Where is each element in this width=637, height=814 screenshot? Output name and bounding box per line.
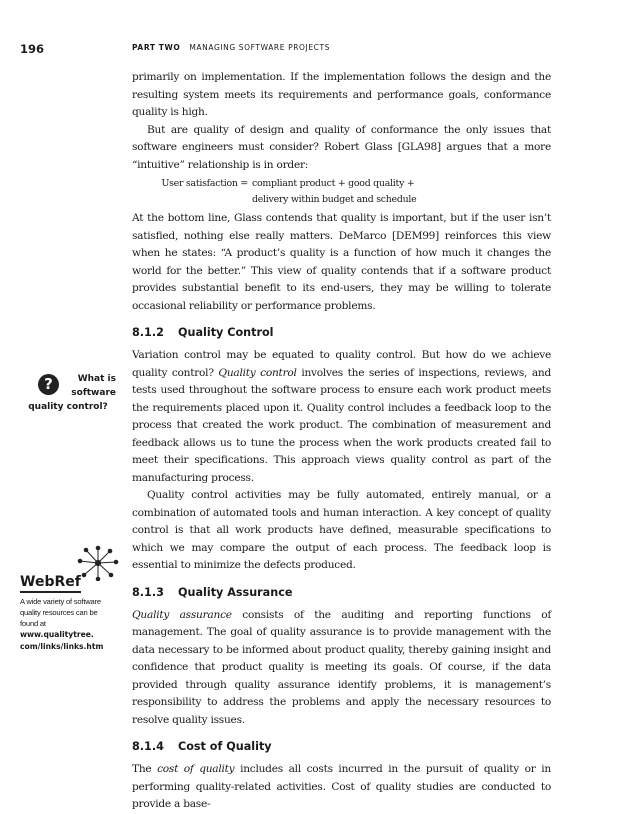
part-label: PART TWO <box>132 43 181 52</box>
running-head <box>132 43 330 52</box>
equation-rhs-line-2: delivery within budget and schedule <box>252 194 417 205</box>
quality-control-paragraph-1: Variation control may be equated to quality control. But how do we achieve quality control? Quality control involves the series of inspections, reviews, and tests used throughout the software process to ensure each work product meets the requirements placed upon it. Quality control includes a feedback loop to the process that created the work product. The combination of measurement and feedback allows us to tune the process when the work products created fail to meet their specifications. This approach views quality control as part of the manufacturing process. <box>132 349 551 484</box>
glass-demarco-paragraph: At the bottom line, Glass contends that quality is important, but if the user isn’t satisfied, nothing else really matters. DeMarco [DEM99] reinforces this view when he states: “A product’s quality is a function of how much it changes the world for the better.” This view of quality contends that if a software product provides substantial benefit to its end-users, they may be willing to tolerate occasional reliability or performance problems. <box>132 212 551 312</box>
defined-term: Quality control <box>218 366 297 379</box>
quality-control-paragraph-2: Quality control activities may be fully automated, entirely manual, or a combination of automated tools and human interaction. A key concept of quality control is that all work products have defined, measurable specifications to which we may compare the output of each process. The feedback loop is essential to minimize the defects produced. <box>132 489 551 571</box>
margin-question-text: What is software <box>71 374 116 398</box>
network-burst-icon <box>76 545 120 581</box>
intro-paragraph-1: primarily on implementation. If the implementation follows the design and the resulting system meets its requirements and performance goals, conformance quality is high. <box>132 71 551 118</box>
section-title: Cost of Quality <box>178 740 272 753</box>
defined-term: Quality assurance <box>132 608 232 621</box>
cost-of-quality-paragraph: The cost of quality includes all costs incurred in the pursuit of quality or in performing quality-related activities. Cost of quality studies are conducted to provide a base- <box>132 763 551 810</box>
equation-rhs-line-1: compliant product + good quality + <box>252 178 415 189</box>
section-number: 8.1.3 <box>132 585 164 599</box>
main-text-column <box>132 69 551 814</box>
section-heading-quality-assurance <box>132 585 551 601</box>
section-number: 8.1.4 <box>132 740 164 753</box>
margin-question-text-last: quality control? <box>28 402 108 412</box>
section-title: Quality Control <box>178 326 274 339</box>
webref-label: WebRef <box>20 574 81 593</box>
defined-term: cost of quality <box>157 763 235 775</box>
margin-question <box>20 372 116 414</box>
satisfaction-equation <box>132 176 551 208</box>
quality-assurance-paragraph: Quality assurance consists of the auditing and reporting functions of management. The goal of quality assurance is to provide management with the data necessary to be informed about product quality, thereby gaining insight and confidence that product quality is meeting its goals. Of course, if the data provided through quality assurance identify problems, it is management’s responsibility to address the problems and apply the necessary resources to resolve quality issues. <box>132 608 551 726</box>
equation-lhs: User satisfaction = <box>161 178 248 189</box>
webref-url[interactable]: www.qualitytree. com/links/links.htm <box>20 630 104 651</box>
page-number: 196 <box>20 42 45 56</box>
section-number: 8.1.2 <box>132 326 164 339</box>
question-mark-icon: ? <box>38 374 59 395</box>
chapter-title: MANAGING SOFTWARE PROJECTS <box>189 43 331 52</box>
section-title: Quality Assurance <box>178 585 293 599</box>
intro-paragraph-2: But are quality of design and quality of conformance the only issues that software engineers must consider? Robert Glass [GLA98] argues that a more “intuitive” relationship is in order: <box>132 123 551 171</box>
webref-description: A wide variety of software quality resources can be found at <box>20 597 101 628</box>
section-heading-quality-control <box>132 325 551 341</box>
section-heading-cost-of-quality <box>132 739 551 755</box>
